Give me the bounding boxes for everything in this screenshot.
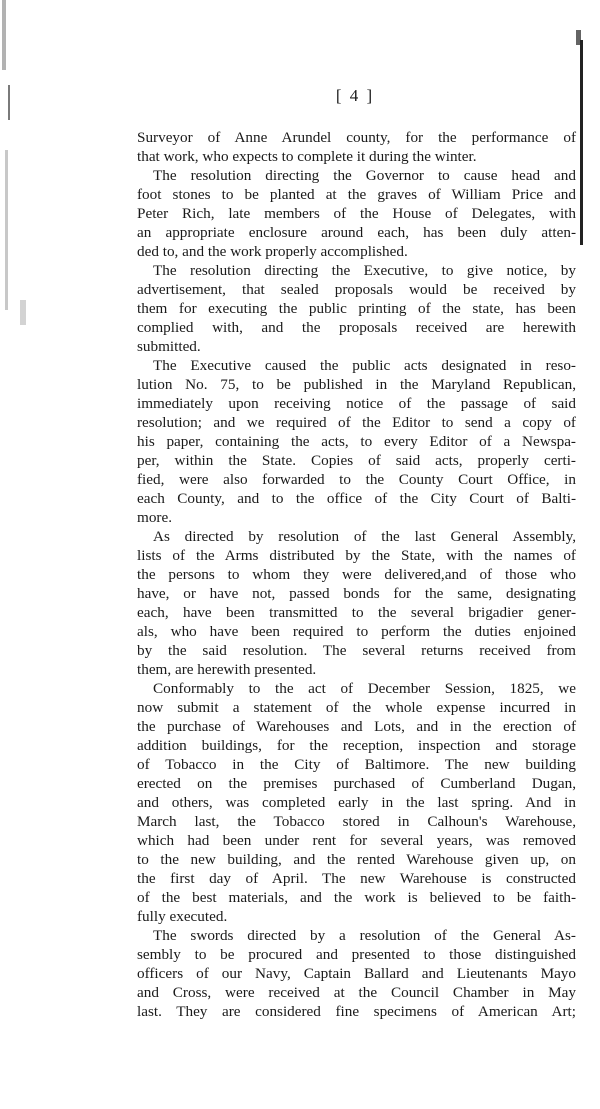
- text-line: his paper, containing the acts, to every Editor of a Newspa-: [137, 433, 576, 450]
- text-line: As directed by resolution of the last General Assembly,: [153, 528, 576, 545]
- text-line: The Executive caused the public acts designated in reso-: [153, 357, 576, 374]
- text-line: an appropriate enclosure around each, has been duly atten-: [137, 224, 576, 241]
- text-line: the persons to whom they were delivered,and of those who: [137, 566, 576, 583]
- text-line: them for executing the public printing of the state, has been: [137, 300, 576, 317]
- text-line: each County, and to the office of the City Court of Balti-: [137, 490, 576, 507]
- paragraph: [137, 166, 576, 261]
- text-line: lists of the Arms distributed by the State, with the names of: [137, 547, 576, 564]
- text-line: als, who have been required to perform the duties enjoined: [137, 623, 576, 640]
- text-line: of Tobacco in the City of Baltimore. The new building: [137, 756, 576, 773]
- text-line: now submit a statement of the whole expense incurred in: [137, 699, 576, 716]
- body-text: [137, 128, 576, 1021]
- text-line: by the said resolution. The several returns received from: [137, 642, 576, 659]
- text-line: Peter Rich, late members of the House of Delegates, with: [137, 205, 576, 222]
- text-line: sembly to be procured and presented to those distinguished: [137, 946, 576, 963]
- text-line: Conformably to the act of December Session, 1825, we: [153, 680, 576, 697]
- text-line: last. They are considered fine specimens of American Art;: [137, 1003, 576, 1020]
- text-line: and Cross, were received at the Council Chamber in May: [137, 984, 576, 1001]
- text-line: fied, were also forwarded to the County Court Office, in: [137, 471, 576, 488]
- text-line: The resolution directing the Executive, to give notice, by: [153, 262, 576, 279]
- text-line: The swords directed by a resolution of the General As-: [153, 927, 576, 944]
- text-line: fully executed.: [137, 908, 228, 925]
- text-line: that work, who expects to complete it during the winter.: [137, 148, 477, 165]
- text-line: officers of our Navy, Captain Ballard and Lieutenants Mayo: [137, 965, 576, 982]
- page-number: [ 4 ]: [335, 86, 375, 105]
- text-line: erected on the premises purchased of Cumberland Dugan,: [137, 775, 576, 792]
- text-line: per, within the State. Copies of said acts, properly certi-: [137, 452, 576, 469]
- paragraph: [137, 926, 576, 1021]
- text-line: of the best materials, and the work is believed to be faith-: [137, 889, 576, 906]
- text-line: March last, the Tobacco stored in Calhoun's Warehouse,: [137, 813, 576, 830]
- text-line: and others, was completed early in the last spring. And in: [137, 794, 576, 811]
- text-line: complied with, and the proposals received are herewith: [137, 319, 576, 336]
- paragraph: [137, 527, 576, 679]
- text-line: addition buildings, for the reception, inspection and storage: [137, 737, 576, 754]
- paragraph: [137, 261, 576, 356]
- text-line: The resolution directing the Governor to cause head and: [153, 167, 576, 184]
- text-line: resolution; and we required of the Editor to send a copy of: [137, 414, 576, 431]
- text-line: immediately upon receiving notice of the passage of said: [137, 395, 576, 412]
- paragraph: [137, 679, 576, 926]
- text-line: lution No. 75, to be published in the Maryland Republican,: [137, 376, 576, 393]
- text-line: which had been under rent for several years, was removed: [137, 832, 576, 849]
- text-line: ded to, and the work properly accomplished.: [137, 243, 408, 260]
- text-line: have, or have not, passed bonds for the same, designating: [137, 585, 576, 602]
- text-line: advertisement, that sealed proposals would be received by: [137, 281, 576, 298]
- text-line: Surveyor of Anne Arundel county, for the performance of: [137, 129, 576, 146]
- text-line: the first day of April. The new Warehouse is constructed: [137, 870, 576, 887]
- paragraph: [137, 128, 576, 166]
- text-line: foot stones to be planted at the graves of William Price and: [137, 186, 576, 203]
- text-line: to the new building, and the rented Warehouse given up, on: [137, 851, 576, 868]
- text-line: submitted.: [137, 338, 201, 355]
- text-line: the purchase of Warehouses and Lots, and in the erection of: [137, 718, 576, 735]
- text-line: them, are herewith presented.: [137, 661, 317, 678]
- paragraph: [137, 356, 576, 527]
- text-line: each, have been transmitted to the several brigadier gener-: [137, 604, 576, 621]
- text-line: more.: [137, 509, 173, 526]
